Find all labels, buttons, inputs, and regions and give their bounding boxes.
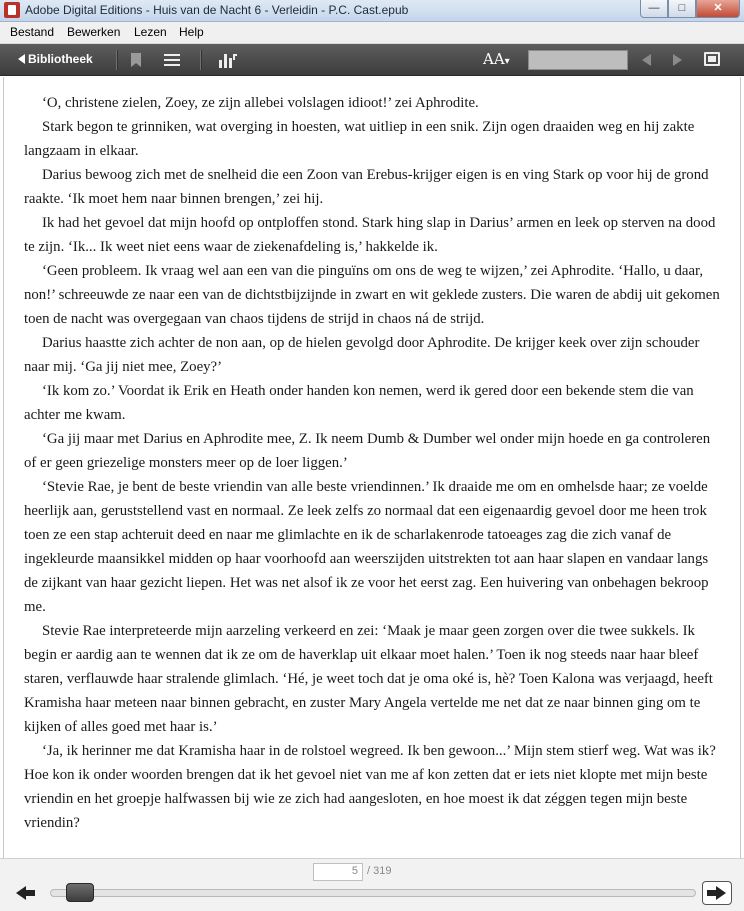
menu-bar [0, 22, 744, 44]
paragraph: ‘Geen probleem. Ik vraag wel aan een van die pinguïns om ons de weg te wijzen,’ zei Aphrodite. ‘Hallo, u daar, non!’ schreeuwde ze naar een van de dichtstbijzijnde in zwart en wit geklede zusters. Die waren de abdij uit gekomen toen de nacht was overgegaan van chaos tijdens de strijd in chaos ná de strijd. [24, 263, 720, 327]
fullscreen-icon[interactable] [704, 52, 720, 66]
maximize-button[interactable]: □ [668, 0, 696, 18]
paragraph: Ik had het gevoel dat mijn hoofd op ontploffen stond. Stark hing slap in Darius’ armen en leek op sterven na dood te zijn. ‘Ik... Ik weet niet eens waar de ziekenafdeling is,’ hakkelde ik. [24, 215, 716, 255]
font-size-label: AA [483, 50, 505, 68]
app-icon [4, 2, 20, 18]
back-arrow-icon[interactable] [12, 882, 40, 904]
title-bar [0, 0, 744, 22]
paragraph: Darius bewoog zich met de snelheid die een Zoon van Erebus-krijger eigen is en ving Stark op voor hij de grond raakte. ‘Ik moet hem naar binnen brengen,’ zei hij. [24, 167, 709, 207]
paragraph: ‘Ik kom zo.’ Voordat ik Erik en Heath onder handen kon nemen, werd ik gered door een bekende stem die van achter me kwam. [24, 383, 694, 423]
bookmark-icon[interactable] [131, 53, 141, 67]
stats-icon[interactable] [219, 52, 237, 68]
paragraph: ‘Ja, ik herinner me dat Kramisha haar in de rolstoel wegreed. Ik ben gewoon...’ Mijn stem stierf weg. Wat was ik? Hoe kon ik onder woorden brengen dat ik het gevoel niet van me af kon zetten dat er iets niet klopte met mijn beste vriendin en het groepje halfwassen bij wie ze zich had aangesloten, en hoe moest ik dat zéggen tegen mijn beste vriendin? [24, 743, 716, 831]
paragraph: Stevie Rae interpreteerde mijn aarzeling verkeerd en zei: ‘Maak je maar geen zorgen over die twee sukkels. Ik begin er aardig aan te wennen dat ik ze om de haverklap uit elkaar moet halen.’ Toen ik nog steeds naar haar bleef staren, verflauwde haar stralende glimlach. ‘Hé, je weet toch dat je oma oké is, hè? Toen Kalona was verjaagd, heeft Kramisha haar meteen naar binnen gebracht, en zuster Mary Angela vertelde me net dat ze naar binnen ging om te kijken of alles goed met haar is.’ [24, 623, 713, 735]
menu-lezen[interactable]: Lezen [134, 25, 167, 39]
close-button[interactable]: ✕ [696, 0, 740, 18]
paragraph: ‘Ga jij maar met Darius en Aphrodite mee, Z. Ik neem Dumb & Dumber wel onder mijn hoede en ga controleren of er geen griezelige monsters meer op de loer liggen.’ [24, 431, 711, 471]
chevron-down-icon: ▾ [504, 56, 510, 67]
toolbar-divider [200, 50, 201, 70]
menu-bestand[interactable]: Bestand [10, 25, 55, 39]
minimize-button[interactable]: — [640, 0, 668, 18]
page-number-field[interactable]: 5 [313, 863, 363, 881]
page-total: / 319 [367, 865, 392, 877]
paragraph: Darius haastte zich achter de non aan, op de hielen gevolgd door Aphrodite. De krijger keek over zijn schouder naar mij. ‘Ga jij niet mee, Zoey?’ [24, 335, 700, 375]
back-arrow-icon [18, 54, 25, 64]
list-icon[interactable] [164, 54, 180, 66]
menu-help[interactable]: Help [179, 25, 204, 39]
toolbar [0, 44, 744, 76]
paragraph: Stark begon te grinniken, wat overging in hoesten, wat uitliep in een snik. Zijn ogen draaiden weg en hij zakte langzaam in elkaar. [24, 119, 695, 159]
previous-page-icon[interactable] [642, 54, 651, 66]
forward-arrow-icon[interactable] [702, 881, 732, 905]
page-navigation-bar [0, 858, 744, 911]
paragraph: ‘Stevie Rae, je bent de beste vriendin van alle beste vriendinnen.’ Ik draaide me om en omhelsde haar; ze voelde heerlijk aan, geruststellend vast en normaal. Ze leek zelfs zo normaal dat een eigenaardig gevoel door me heen trok toen ze een stap achteruit deed en naar me glimlachte en ik de scharlakenrode tatoeages zag die zich vanaf de ingekleurde maansikkel midden op haar voorhoofd aan weerszijden uitstrekten tot aan haar slapen en vandaar langs de zijkant van haar gezicht liepen. Het was net alsof ik ze voor het eerst zag. Een huivering van onbehagen bekroop me. [24, 479, 709, 615]
reading-pane[interactable] [3, 77, 741, 858]
page-content [24, 91, 720, 835]
toolbar-divider [116, 50, 117, 70]
next-page-icon[interactable] [673, 54, 682, 66]
library-label: Bibliotheek [28, 52, 93, 66]
font-size-button[interactable] [483, 50, 510, 68]
search-input[interactable] [528, 50, 628, 70]
paragraph: ‘O, christene zielen, Zoey, ze zijn allebei volslagen idioot!’ zei Aphrodite. [42, 95, 479, 111]
menu-bewerken[interactable]: Bewerken [67, 25, 121, 39]
page-slider-track[interactable] [50, 889, 696, 897]
window-title: Adobe Digital Editions - Huis van de Nacht 6 - Verleidin - P.C. Cast.epub [25, 3, 409, 17]
library-button[interactable] [18, 52, 93, 66]
page-slider-thumb[interactable] [66, 883, 94, 902]
